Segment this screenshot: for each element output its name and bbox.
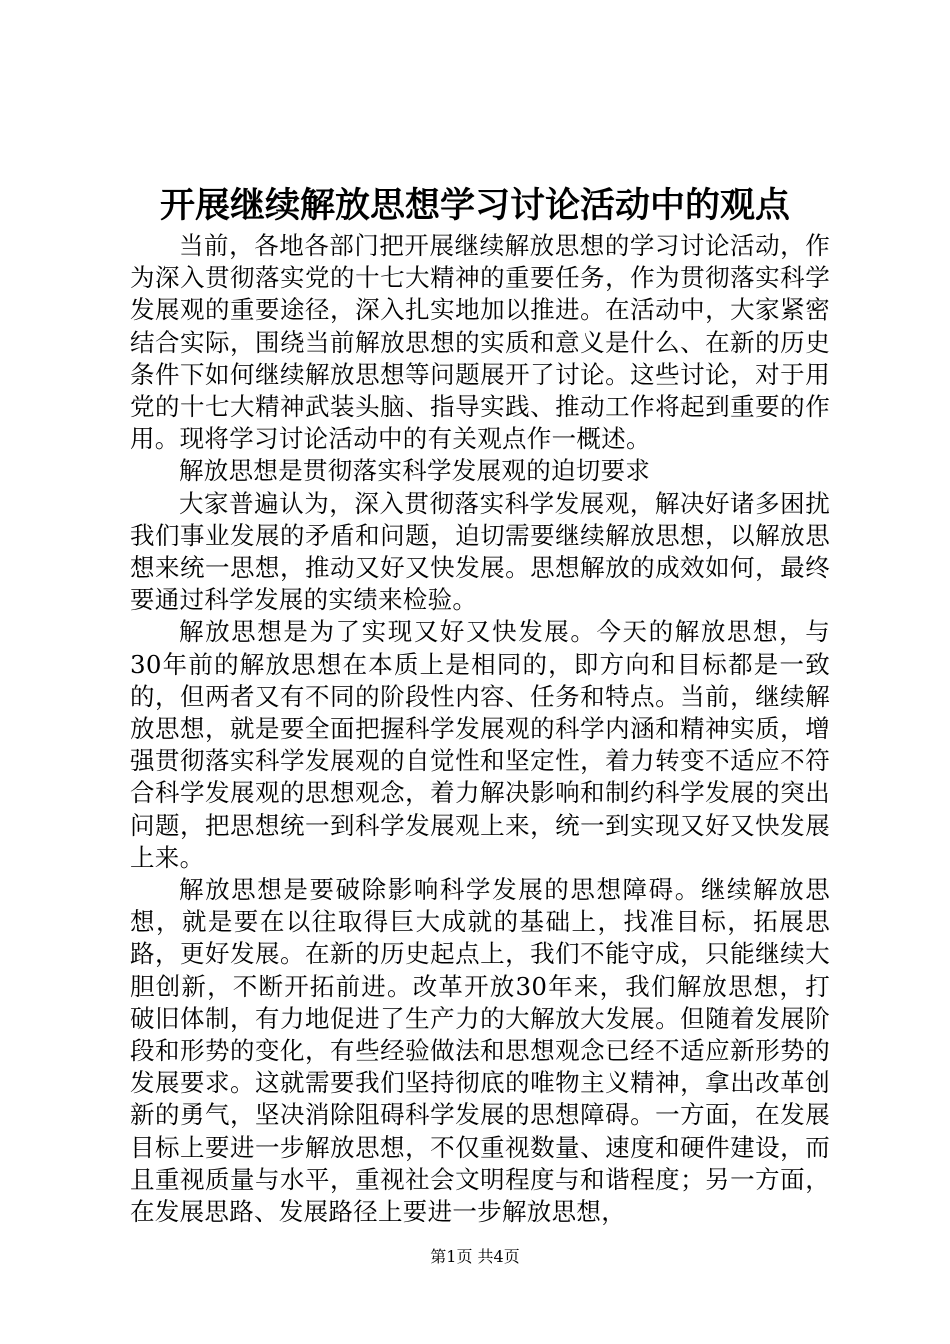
paragraph-remove-obstacles: 解放思想是要破除影响科学发展的思想障碍。继续解放思想，就是要在以往取得巨大成就的基础上，找准目标，拓展思路，更好发展。在新的历史起点上，我们不能守成，只能继续大胆创新，不断开拓前进。改革开放30年来，我们解放思想，打破旧体制，有力地促进了生产力的大解放大发展。但随着发展阶段和形势的变化，有些经验做法和思想观念已经不适应新形势的发展要求。这就需要我们坚持彻底的唯物主义精神，拿出改革创新的勇气，坚决消除阻碍科学发展的思想障碍。一方面，在发展目标上要进一步解放思想，不仅重视数量、速度和硬件建设，而且重视质量与水平，重视社会文明程度与和谐程度；另一方面，在发展思路、发展路径上要进一步解放思想， (130, 875, 830, 1227)
paragraph-good-fast-development: 解放思想是为了实现又好又快发展。今天的解放思想，与30年前的解放思想在本质上是相同的，即方向和目标都是一致的，但两者又有不同的阶段性内容、任务和特点。当前，继续解放思想，就是要全面把握科学发展观的科学内涵和精神实质，增强贯彻落实科学发展观的自觉性和坚定性，着力转变不适应不符合科学发展观的思想观念，着力解决影响和制约科学发展的突出问题，把思想统一到科学发展观上来，统一到实现又好又快发展上来。 (130, 617, 830, 872)
page-footer: 第1页 共4页 (430, 1247, 520, 1266)
paragraph-consensus: 大家普遍认为，深入贯彻落实科学发展观，解决好诸多困扰我们事业发展的矛盾和问题，迫切需要继续解放思想，以解放思想来统一思想，推动又好又快发展。思想解放的成效如何，最终要通过科学发展的实绩来检验。 (130, 488, 830, 615)
section-heading: 解放思想是贯彻落实科学发展观的迫切要求 (179, 456, 651, 486)
document-body (130, 230, 830, 1228)
document-title: 开展继续解放思想学习讨论活动中的观点 (159, 185, 790, 226)
paragraph-intro: 当前，各地各部门把开展继续解放思想的学习讨论活动，作为深入贯彻落实党的十七大精神的重要任务，作为贯彻落实科学发展观的重要途径，深入扎实地加以推进。在活动中，大家紧密结合实际，围绕当前解放思想的实质和意义是什么、在新的历史条件下如何继续解放思想等问题展开了讨论。这些讨论，对于用党的十七大精神武装头脑、指导实践、推动工作将起到重要的作用。现将学习讨论活动中的有关观点作一概述。 (130, 231, 830, 454)
